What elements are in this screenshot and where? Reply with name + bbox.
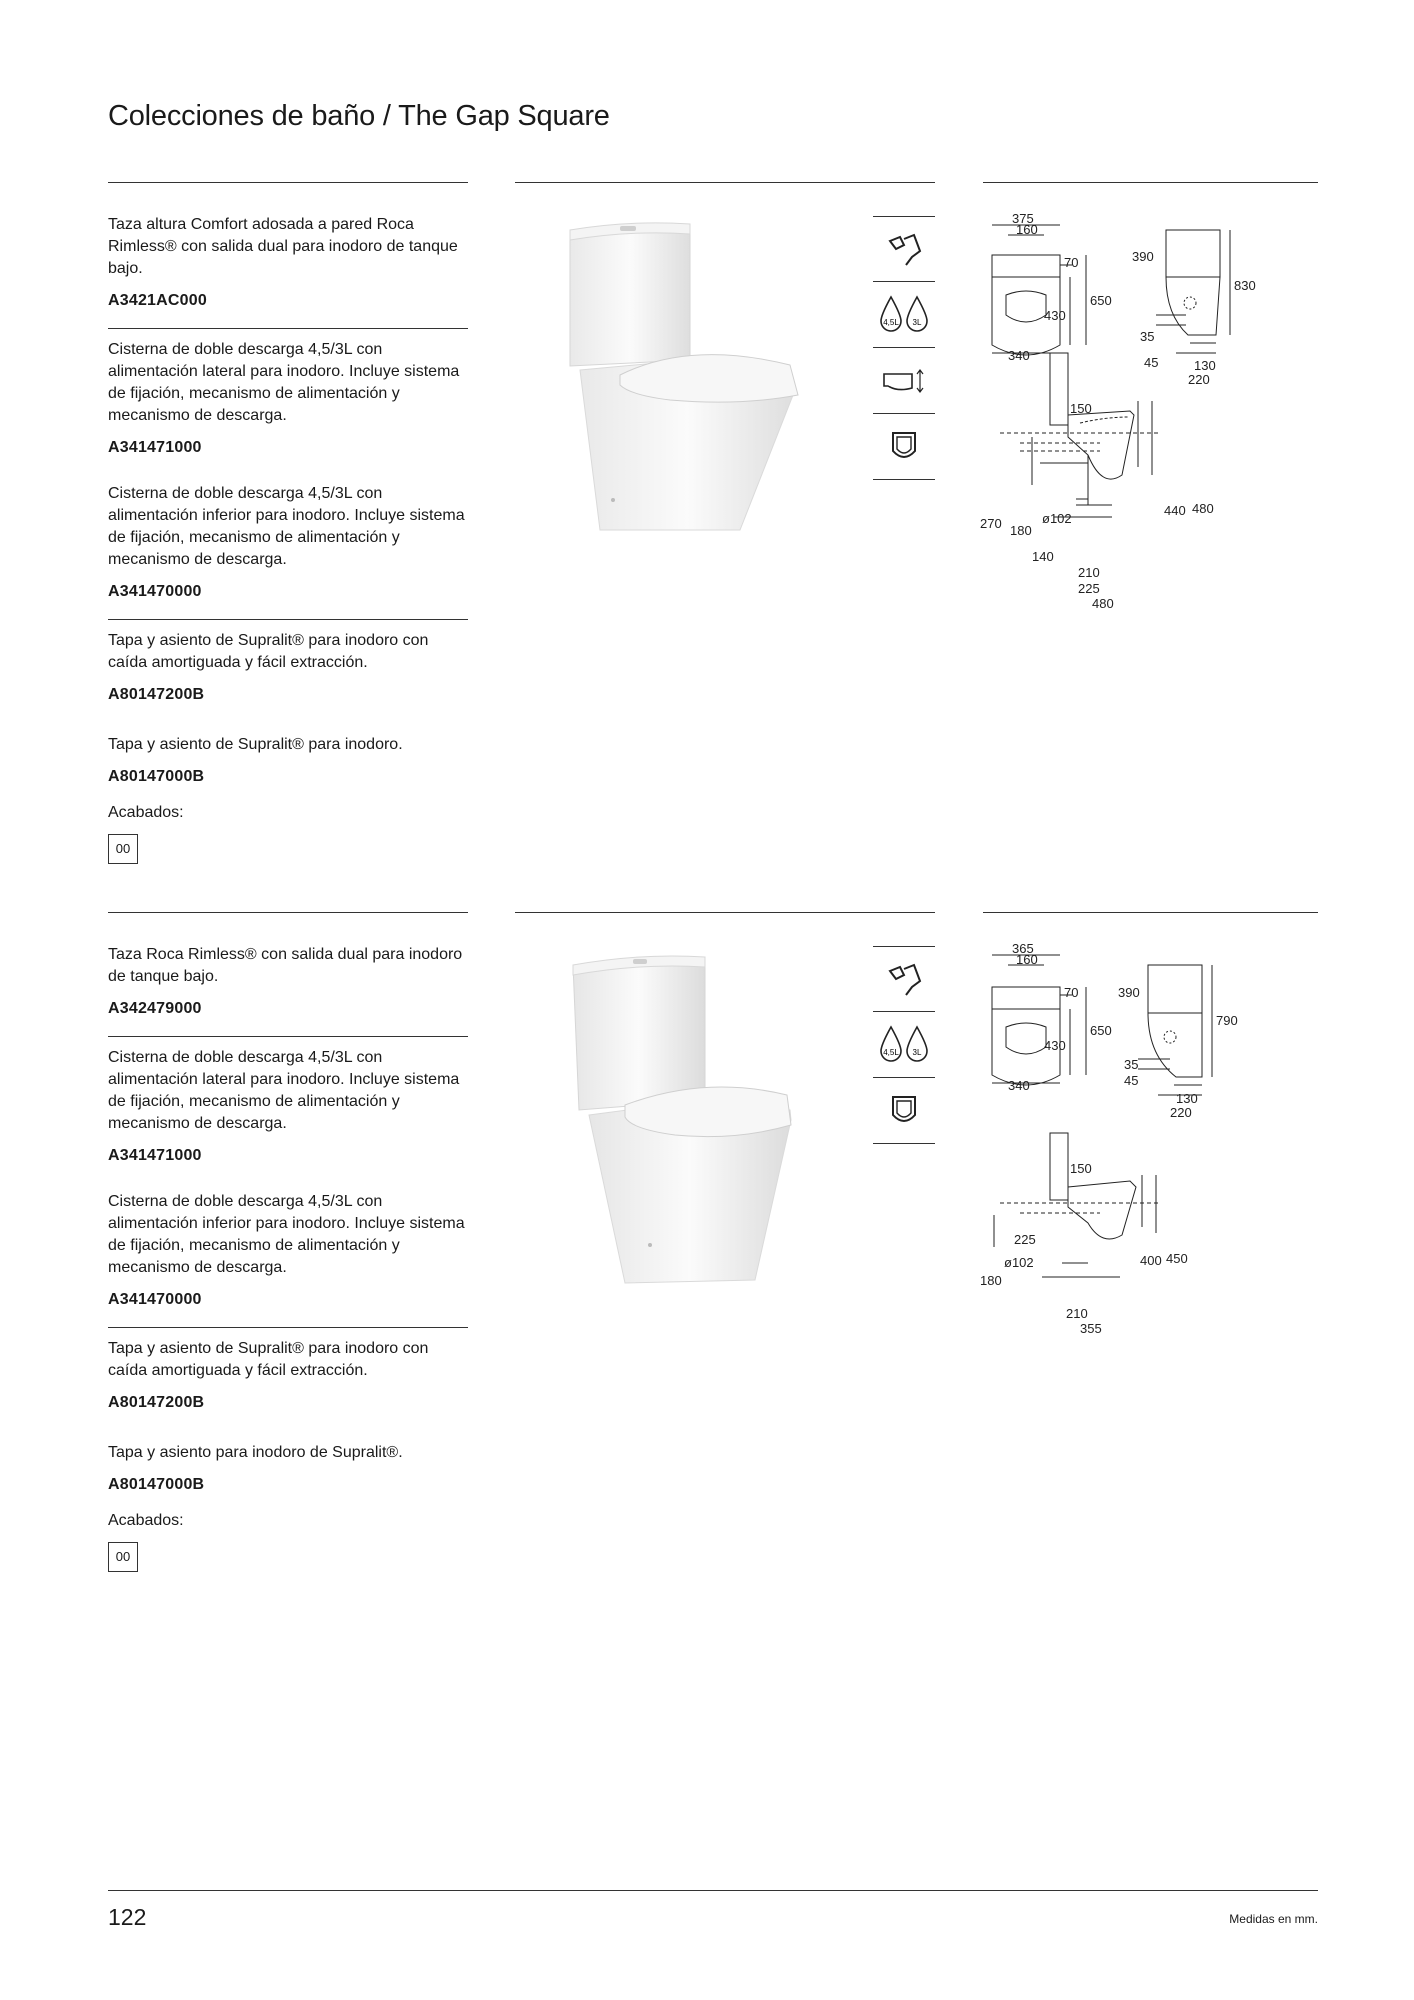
section1-image-rule <box>515 182 935 183</box>
dimension-label: 390 <box>1118 985 1140 1000</box>
drop-label: 4,5L <box>883 317 899 327</box>
dimension-label: 70 <box>1064 255 1079 270</box>
dimension-label: 160 <box>1016 222 1038 237</box>
dimension-label: 150 <box>1070 1161 1092 1176</box>
dimension-label: ø102 <box>1042 511 1072 526</box>
soft-close-seat-icon <box>873 414 935 480</box>
drop-label: 4,5L <box>883 1047 899 1057</box>
item-code: A342479000 <box>108 1000 202 1017</box>
dimension-label: 180 <box>1010 523 1032 538</box>
section2-image-rule <box>515 912 935 913</box>
item-code: A80147200B <box>108 1394 205 1411</box>
dimension-label: 340 <box>1008 348 1030 363</box>
item-description: Tapa y asiento de Supralit® para inodoro con caída amortiguada y fácil extracción. <box>108 1340 429 1379</box>
finish-swatch: 00 <box>108 1542 138 1572</box>
toilet-floor-image <box>555 945 815 1290</box>
item <box>108 475 468 601</box>
dimension-label: 650 <box>1090 1023 1112 1038</box>
water-drops-icon <box>873 1012 935 1078</box>
section1-text-rule <box>108 182 468 183</box>
item <box>108 944 468 1018</box>
drop-label: 3L <box>912 1047 922 1057</box>
item-description: Cisterna de doble descarga 4,5/3L con alimentación lateral para inodoro. Incluye sistema de fijación, mecanismo de alimentación y mecanismo de descarga. <box>108 1049 460 1132</box>
finishes-label: Acabados: <box>108 1512 184 1529</box>
item <box>108 1430 468 1494</box>
page-number: 122 <box>108 1904 147 1930</box>
section2-text-rule <box>108 912 468 913</box>
item-description: Tapa y asiento de Supralit® para inodoro con caída amortiguada y fácil extracción. <box>108 632 429 671</box>
finishes-label: Acabados: <box>108 804 184 821</box>
item-code: A80147000B <box>108 1476 205 1493</box>
dimension-label: 430 <box>1044 1038 1066 1053</box>
item-code: A341470000 <box>108 1291 202 1308</box>
section2-drawing-rule <box>983 912 1318 913</box>
item-code: A341471000 <box>108 439 202 456</box>
finish-swatch: 00 <box>108 834 138 864</box>
dimension-label: 45 <box>1144 355 1159 370</box>
item-description: Tapa y asiento para inodoro de Supralit®. <box>108 1444 403 1461</box>
dimension-label: 375 <box>1012 211 1034 226</box>
item <box>108 214 468 310</box>
dimension-label: ø102 <box>1004 1255 1034 1270</box>
dimension-label: 365 <box>1012 941 1034 956</box>
section2-feature-icons <box>873 946 935 1144</box>
item-code: A341471000 <box>108 1147 202 1164</box>
dimension-label: 400 <box>1140 1253 1162 1268</box>
dimension-label: 430 <box>1044 308 1066 323</box>
soft-close-seat-icon <box>873 1078 935 1144</box>
dimension-label: 270 <box>980 516 1002 531</box>
section2-technical-drawing <box>980 935 1320 1355</box>
drop-label: 3L <box>912 317 922 327</box>
water-drops-icon <box>873 282 935 348</box>
section1-technical-drawing <box>980 205 1320 625</box>
dimension-label: 130 <box>1194 358 1216 373</box>
dimension-label: 45 <box>1124 1073 1139 1088</box>
dimension-label: 390 <box>1132 249 1154 264</box>
dimension-label: 140 <box>1032 549 1054 564</box>
item <box>108 329 468 457</box>
section2-text <box>108 944 468 1572</box>
item-description: Tapa y asiento de Supralit® para inodoro. <box>108 736 403 753</box>
section1-text <box>108 214 468 864</box>
dimension-label: 220 <box>1170 1105 1192 1120</box>
dimension-label: 210 <box>1066 1306 1088 1321</box>
dimension-label: 150 <box>1070 401 1092 416</box>
dimension-label: 35 <box>1140 329 1155 344</box>
units-note: Medidas en mm. <box>1229 1912 1318 1926</box>
dimension-label: 830 <box>1234 278 1256 293</box>
dimension-label: 160 <box>1016 952 1038 967</box>
toilet-wall-image <box>540 210 820 550</box>
item <box>108 722 468 786</box>
section1-feature-icons <box>873 216 935 480</box>
item-description: Taza altura Comfort adosada a pared Roca Rimless® con salida dual para inodoro de tanque bajo. <box>108 216 458 277</box>
dimension-label: 340 <box>1008 1078 1030 1093</box>
dimension-label: 790 <box>1216 1013 1238 1028</box>
item-code: A341470000 <box>108 583 202 600</box>
dimension-label: 180 <box>980 1273 1002 1288</box>
footer-rule <box>108 1890 1318 1891</box>
item <box>108 1183 468 1309</box>
dimension-label: 35 <box>1124 1057 1139 1072</box>
dual-flush-icon <box>873 946 935 1012</box>
item-code: A80147000B <box>108 768 205 785</box>
item <box>108 1328 468 1412</box>
dual-flush-icon <box>873 216 935 282</box>
dimension-label: 355 <box>1080 1321 1102 1336</box>
dimension-label: 225 <box>1078 581 1100 596</box>
item-description: Cisterna de doble descarga 4,5/3L con alimentación inferior para inodoro. Incluye sistema de fijación, mecanismo de alimentación y mecanismo de descarga. <box>108 1193 465 1276</box>
item <box>108 1037 468 1165</box>
dimension-label: 210 <box>1078 565 1100 580</box>
wall-mounted-icon <box>873 348 935 414</box>
dimension-label: 220 <box>1188 372 1210 387</box>
item-description: Cisterna de doble descarga 4,5/3L con alimentación lateral para inodoro. Incluye sistema de fijación, mecanismo de alimentación y mecanismo de descarga. <box>108 341 460 424</box>
item-code: A80147200B <box>108 686 205 703</box>
dimension-label: 130 <box>1176 1091 1198 1106</box>
dimension-label: 650 <box>1090 293 1112 308</box>
page-title: Colecciones de baño / The Gap Square <box>108 100 610 132</box>
dimension-label: 480 <box>1092 596 1114 611</box>
dimension-label: 480 <box>1192 501 1214 516</box>
dimension-label: 450 <box>1166 1251 1188 1266</box>
section1-drawing-rule <box>983 182 1318 183</box>
dimension-label: 70 <box>1064 985 1079 1000</box>
item <box>108 620 468 704</box>
dimension-label: 225 <box>1014 1232 1036 1247</box>
dimension-label: 440 <box>1164 503 1186 518</box>
item-description: Taza Roca Rimless® con salida dual para inodoro de tanque bajo. <box>108 946 463 985</box>
item-code: A3421AC000 <box>108 292 207 309</box>
item-description: Cisterna de doble descarga 4,5/3L con alimentación inferior para inodoro. Incluye sistema de fijación, mecanismo de alimentación y mecanismo de descarga. <box>108 485 465 568</box>
